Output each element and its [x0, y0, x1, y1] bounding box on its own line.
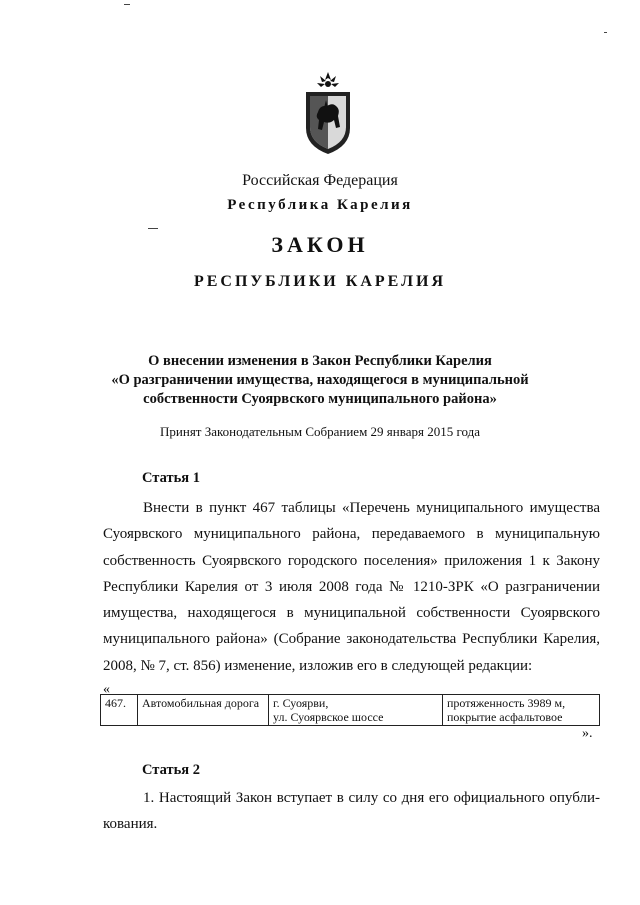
address-line: ул. Суоярвское шоссе [273, 710, 384, 724]
article-2-text [103, 785, 600, 838]
scan-mark [124, 4, 130, 5]
table-cell-details [443, 695, 600, 726]
paragraph-line: Внести в пункт 467 таблицы «Перечень муниципального имущества [143, 500, 600, 516]
table-cell-name: Автомобильная дорога [138, 695, 269, 726]
paragraph-line: кования. [103, 816, 158, 833]
country-name: Российская Федерация [242, 172, 398, 189]
table-row [101, 695, 600, 726]
paragraph-line: 1. Настоящий Закон вступает в силу со дня его официального опубли- [143, 790, 600, 806]
article-2-heading: Статья 2 [142, 762, 200, 778]
quote-open: « [103, 682, 110, 697]
republic-name: Республика Карелия [227, 197, 413, 213]
document-type: ЗАКОН [271, 232, 369, 257]
paragraph-line: собственность Суоярвского городского поселения» приложения 1 к Закону [103, 552, 600, 569]
paragraph-line: муниципального района» (Собрание законодательства Республики Карелия, [103, 631, 600, 648]
paragraph-line: Суоярвского муниципального района, передаваемого в муниципальную [103, 526, 600, 543]
coat-of-arms-emblem [300, 72, 356, 156]
article-1-heading: Статья 1 [142, 470, 200, 486]
article-1-text [103, 495, 600, 679]
amendment-table [100, 694, 600, 726]
details-line: протяженность 3989 м, [447, 696, 566, 710]
table-cell-number: 467. [101, 695, 138, 726]
law-title [0, 352, 640, 409]
table-cell-address [269, 695, 443, 726]
law-title-line: «О разграничении имущества, находящегося в муниципальной [111, 372, 529, 388]
address-line: г. Суоярви, [273, 696, 329, 710]
paragraph-line: 2008, № 7, ст. 856) изменение, изложив его в следующей редакции: [103, 657, 533, 674]
paragraph-line: Республики Карелия от 3 июля 2008 года № 1210-ЗРК «О разграничении [103, 578, 600, 595]
quote-close: ». [582, 726, 593, 741]
document-type-sub: РЕСПУБЛИКИ КАРЕЛИЯ [193, 273, 447, 290]
scan-mark [148, 228, 158, 229]
details-line: покрытие асфальтовое [447, 710, 563, 724]
law-title-line: собственности Суоярвского муниципального района» [143, 391, 497, 407]
law-title-line: О внесении изменения в Закон Республики Карелия [148, 353, 492, 369]
paragraph-line: имущества, находящегося в муниципальной собственности Суоярвского [103, 605, 600, 622]
scan-mark [604, 32, 607, 33]
adoption-note: Принят Законодательным Собранием 29 января 2015 года [160, 424, 480, 439]
